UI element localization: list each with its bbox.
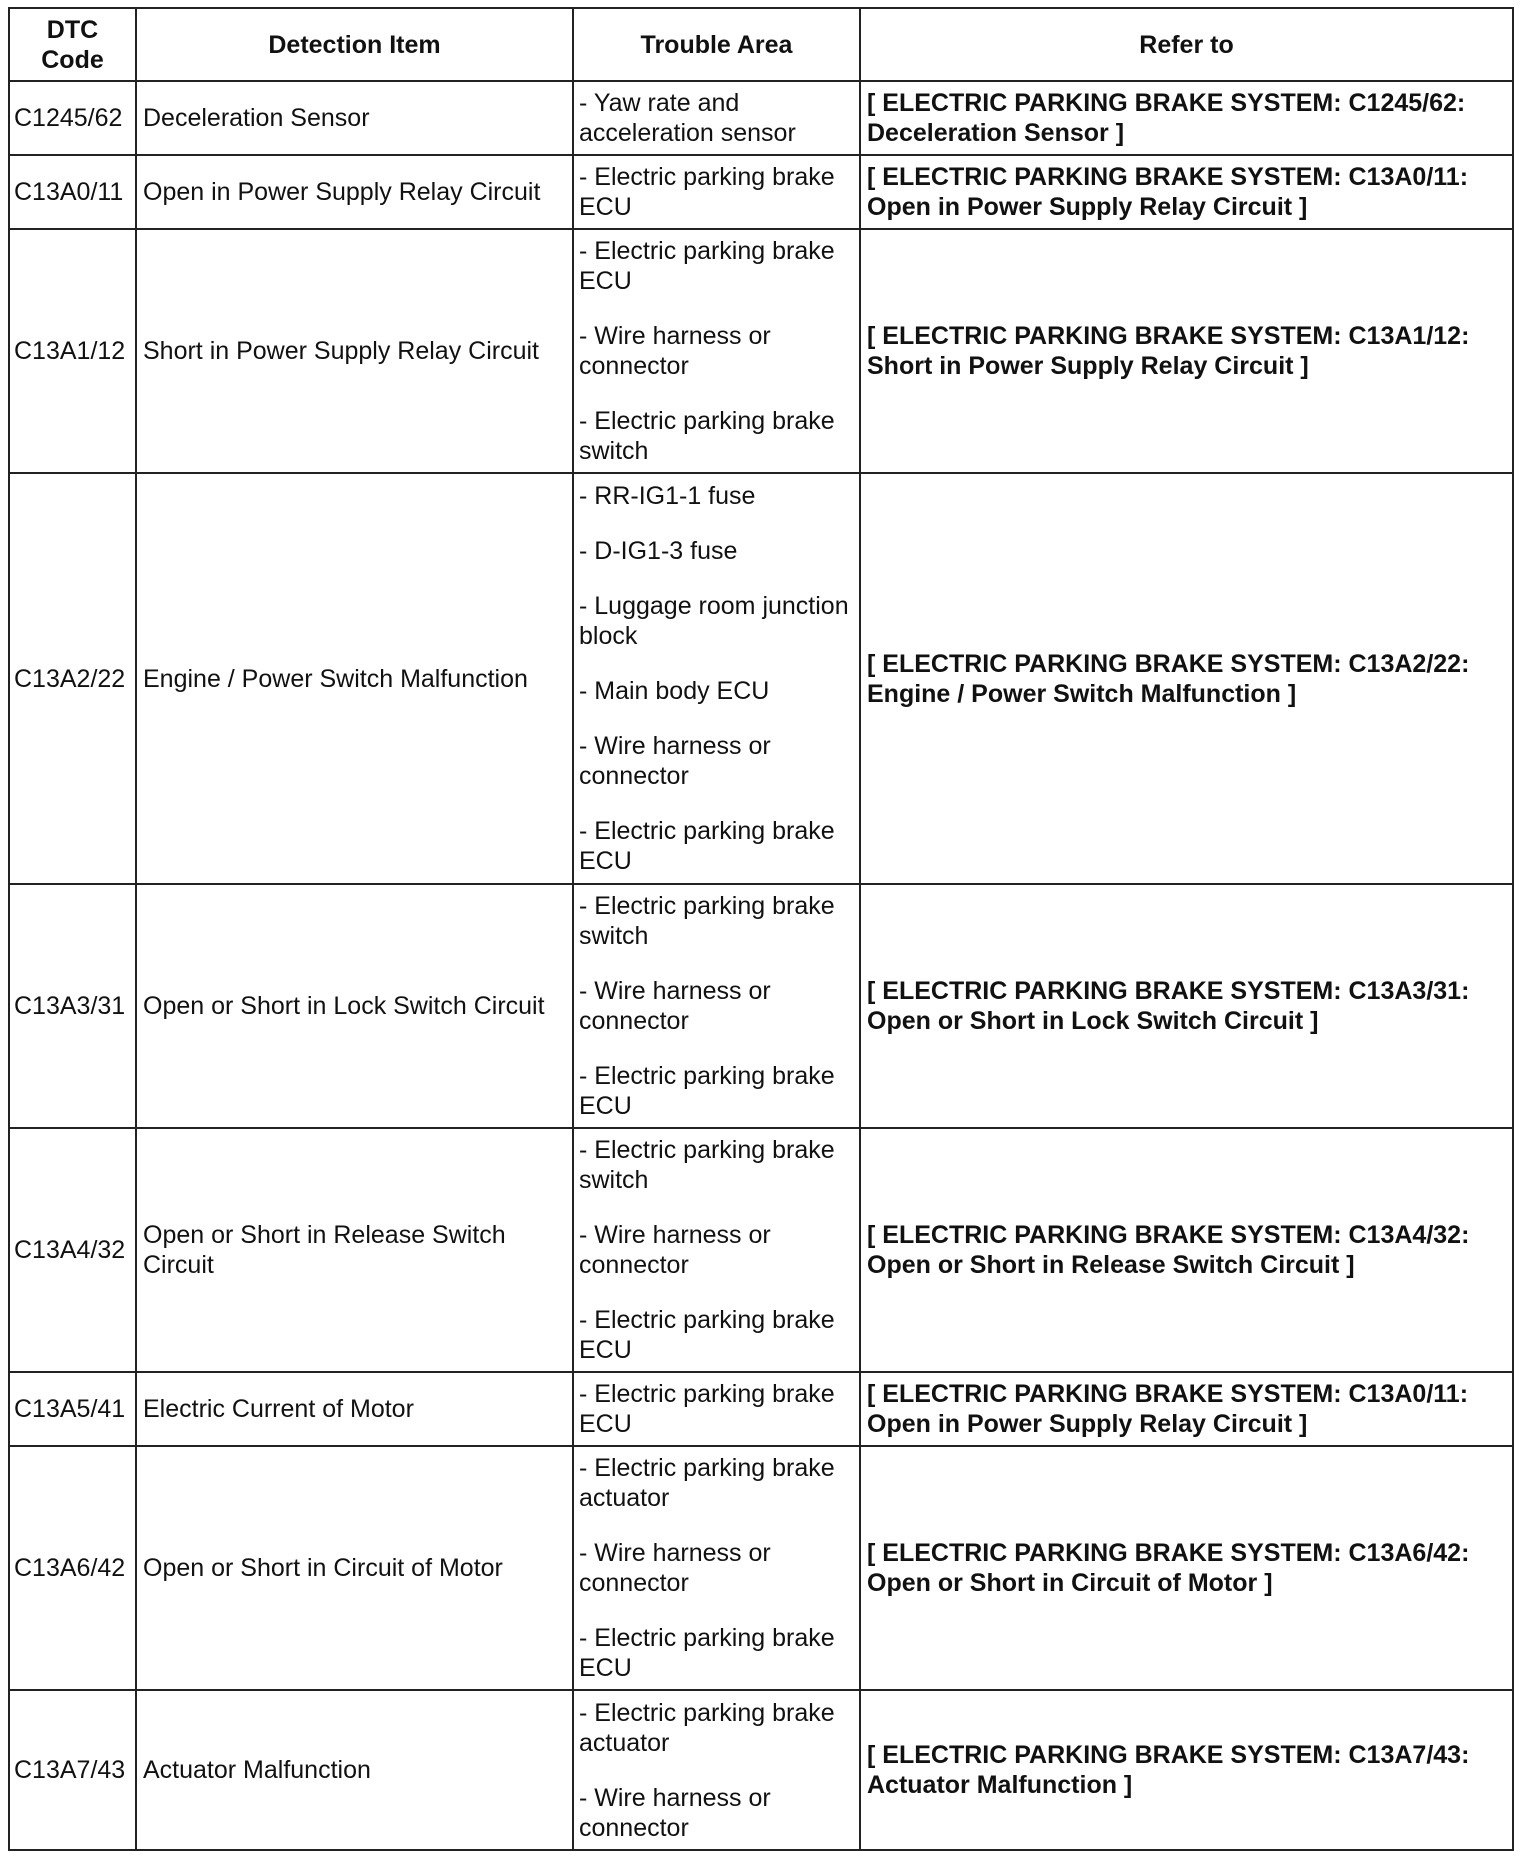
refer-to-link[interactable]: [ ELECTRIC PARKING BRAKE SYSTEM: C13A3/31: Open or Short in Lock Switch Circuit ] bbox=[860, 884, 1513, 1128]
refer-to-link[interactable]: [ ELECTRIC PARKING BRAKE SYSTEM: C13A7/43: Actuator Malfunction ] bbox=[860, 1690, 1513, 1850]
trouble-area-item: - Electric parking brake switch bbox=[579, 892, 835, 950]
trouble-area-item: - Yaw rate and acceleration sensor bbox=[579, 89, 796, 147]
refer-to-link[interactable]: [ ELECTRIC PARKING BRAKE SYSTEM: C13A0/11: Open in Power Supply Relay Circuit ] bbox=[860, 1372, 1513, 1446]
header-row bbox=[9, 8, 1513, 81]
trouble-area-item: - Wire harness or connector bbox=[579, 732, 771, 790]
trouble-area-cell bbox=[573, 1372, 860, 1446]
table-row bbox=[9, 1690, 1513, 1850]
header-refer-to: Refer to bbox=[860, 8, 1513, 81]
table-row bbox=[9, 1128, 1513, 1372]
trouble-area-item: - Electric parking brake actuator bbox=[579, 1454, 835, 1512]
trouble-area-item: - Wire harness or connector bbox=[579, 1221, 771, 1279]
trouble-area-item: - Electric parking brake ECU bbox=[579, 237, 835, 295]
trouble-area-item: - Electric parking brake switch bbox=[579, 1136, 835, 1194]
detection-item-cell: Open in Power Supply Relay Circuit bbox=[136, 155, 573, 229]
header-trouble-area: Trouble Area bbox=[573, 8, 860, 81]
dtc-code-cell: C13A4/32 bbox=[9, 1128, 136, 1372]
table-row bbox=[9, 155, 1513, 229]
dtc-code-cell: C13A7/43 bbox=[9, 1690, 136, 1850]
table-row bbox=[9, 229, 1513, 473]
trouble-area-cell bbox=[573, 81, 860, 155]
trouble-area-item: - Luggage room junction block bbox=[579, 592, 849, 650]
dtc-code-cell: C13A2/22 bbox=[9, 473, 136, 884]
trouble-area-item: - Electric parking brake actuator bbox=[579, 1698, 835, 1757]
trouble-area-cell bbox=[573, 884, 860, 1128]
refer-to-link[interactable]: [ ELECTRIC PARKING BRAKE SYSTEM: C13A4/32: Open or Short in Release Switch Circuit ] bbox=[860, 1128, 1513, 1372]
trouble-area-item: - Electric parking brake ECU bbox=[579, 1306, 835, 1364]
detection-item-cell: Electric Current of Motor bbox=[136, 1372, 573, 1446]
trouble-area-cell bbox=[573, 473, 860, 884]
table-row bbox=[9, 1372, 1513, 1446]
trouble-area-item: - Electric parking brake ECU bbox=[579, 1380, 835, 1438]
dtc-code-cell: C13A3/31 bbox=[9, 884, 136, 1128]
detection-item-cell: Open or Short in Circuit of Motor bbox=[136, 1446, 573, 1690]
refer-to-link[interactable]: [ ELECTRIC PARKING BRAKE SYSTEM: C13A0/11: Open in Power Supply Relay Circuit ] bbox=[860, 155, 1513, 229]
trouble-area-item: - Wire harness or connector bbox=[579, 977, 771, 1035]
trouble-area-item: - Wire harness or connector bbox=[579, 1783, 771, 1842]
header-detection-item: Detection Item bbox=[136, 8, 573, 81]
trouble-area-item: - Wire harness or connector bbox=[579, 1539, 771, 1597]
dtc-code-cell: C13A1/12 bbox=[9, 229, 136, 473]
table-row bbox=[9, 473, 1513, 884]
dtc-code-cell: C13A6/42 bbox=[9, 1446, 136, 1690]
trouble-area-item: - Wire harness or connector bbox=[579, 322, 771, 380]
detection-item-cell: Short in Power Supply Relay Circuit bbox=[136, 229, 573, 473]
table-body bbox=[9, 81, 1513, 1850]
detection-item-cell: Open or Short in Lock Switch Circuit bbox=[136, 884, 573, 1128]
trouble-area-item: - Electric parking brake ECU bbox=[579, 163, 835, 221]
dtc-code-cell: C13A0/11 bbox=[9, 155, 136, 229]
refer-to-link[interactable]: [ ELECTRIC PARKING BRAKE SYSTEM: C13A2/22: Engine / Power Switch Malfunction ] bbox=[860, 473, 1513, 884]
trouble-area-item: - Electric parking brake ECU bbox=[579, 1062, 835, 1120]
trouble-area-item: - Electric parking brake ECU bbox=[579, 817, 835, 875]
trouble-area-cell bbox=[573, 229, 860, 473]
table-row bbox=[9, 1446, 1513, 1690]
detection-item-cell: Deceleration Sensor bbox=[136, 81, 573, 155]
refer-to-link[interactable]: [ ELECTRIC PARKING BRAKE SYSTEM: C13A6/42: Open or Short in Circuit of Motor ] bbox=[860, 1446, 1513, 1690]
trouble-area-cell bbox=[573, 155, 860, 229]
dtc-code-cell: C13A5/41 bbox=[9, 1372, 136, 1446]
detection-item-cell: Open or Short in Release Switch Circuit bbox=[136, 1128, 573, 1372]
trouble-area-item: - Electric parking brake ECU bbox=[579, 1624, 835, 1682]
trouble-area-cell bbox=[573, 1128, 860, 1372]
table-row bbox=[9, 81, 1513, 155]
table-row bbox=[9, 884, 1513, 1128]
refer-to-link[interactable]: [ ELECTRIC PARKING BRAKE SYSTEM: C1245/62: Deceleration Sensor ] bbox=[860, 81, 1513, 155]
detection-item-cell: Actuator Malfunction bbox=[136, 1690, 573, 1850]
trouble-area-item: - Main body ECU bbox=[579, 677, 770, 705]
trouble-area-cell bbox=[573, 1446, 860, 1690]
detection-item-cell: Engine / Power Switch Malfunction bbox=[136, 473, 573, 884]
refer-to-link[interactable]: [ ELECTRIC PARKING BRAKE SYSTEM: C13A1/12: Short in Power Supply Relay Circuit ] bbox=[860, 229, 1513, 473]
trouble-area-item: - Electric parking brake switch bbox=[579, 407, 835, 465]
dtc-table bbox=[8, 7, 1514, 1851]
trouble-area-item: - D-IG1-3 fuse bbox=[579, 537, 738, 565]
dtc-code-cell: C1245/62 bbox=[9, 81, 136, 155]
trouble-area-item: - RR-IG1-1 fuse bbox=[579, 482, 756, 510]
header-dtc-code: DTC Code bbox=[9, 8, 136, 81]
trouble-area-cell bbox=[573, 1690, 860, 1850]
